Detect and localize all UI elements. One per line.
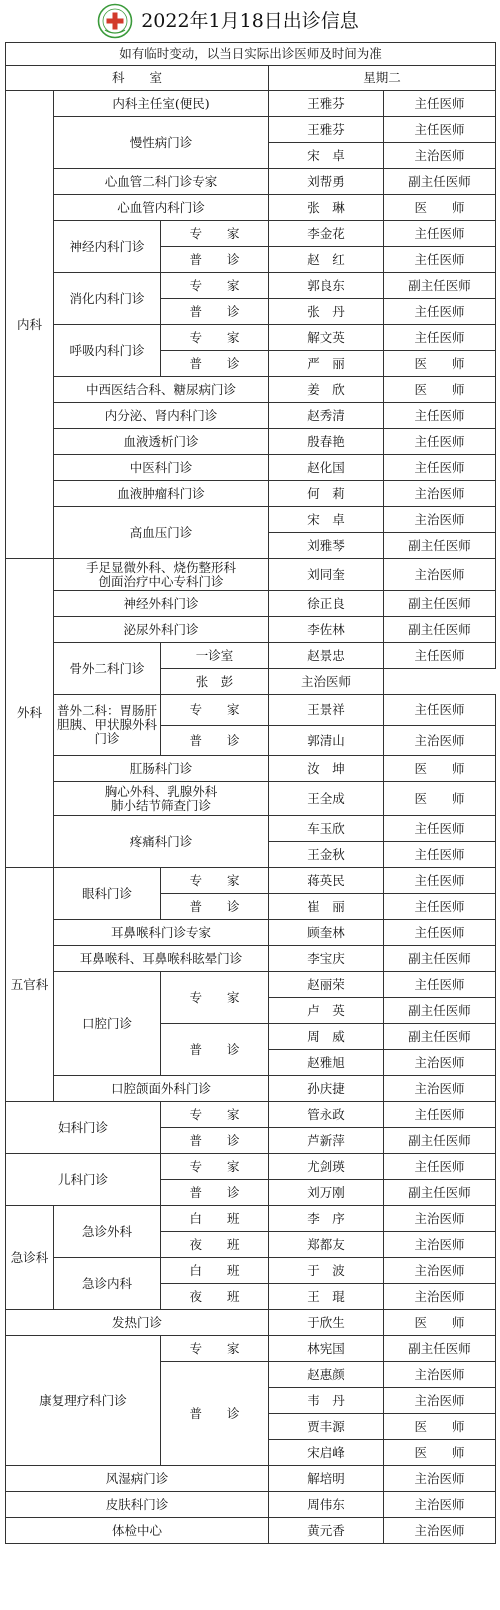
doctor-title-cell: 主任医师 [384, 816, 496, 842]
clinic-cell: 中西医结合科、糖尿病门诊 [54, 377, 269, 403]
clinic-cell: 神经内科门诊 [54, 221, 161, 273]
doctor-name-cell: 王全成 [269, 782, 384, 816]
doctor-title-cell: 主治医师 [384, 1492, 496, 1518]
table-row [6, 1102, 496, 1128]
table-row [6, 1154, 496, 1180]
doctor-title-cell: 医 师 [384, 1440, 496, 1466]
table-row [6, 221, 496, 247]
clinic-cell: 神经外科门诊 [54, 591, 269, 617]
doctor-title-cell: 主任医师 [384, 325, 496, 351]
doctor-name-cell: 王 琨 [269, 1284, 384, 1310]
table-row [6, 1258, 496, 1284]
clinic-type-cell: 专 家 [161, 1154, 269, 1180]
doctor-name-cell: 郭清山 [269, 726, 384, 756]
table-row [6, 868, 496, 894]
clinic-type-cell: 专 家 [161, 221, 269, 247]
page-title: 2022年1月18日出诊信息 [141, 10, 359, 32]
doctor-title-cell: 主治医师 [384, 559, 496, 591]
clinic-type-cell: 一诊室 [161, 643, 269, 669]
clinic-cell: 心血管二科门诊专家 [54, 169, 269, 195]
department-cell: 儿科门诊 [6, 1154, 161, 1206]
doctor-title-cell: 副主任医师 [384, 591, 496, 617]
doctor-name-cell: 贾丰源 [269, 1414, 384, 1440]
doctor-name-cell: 管永政 [269, 1102, 384, 1128]
doctor-name-cell: 赵 红 [269, 247, 384, 273]
doctor-name-cell: 林宪国 [269, 1336, 384, 1362]
table-row [6, 643, 496, 669]
doctor-name-cell: 宋 卓 [269, 507, 384, 533]
doctor-title-cell: 主任医师 [384, 842, 496, 868]
doctor-name-cell: 李佐林 [269, 617, 384, 643]
doctor-title-cell: 主任医师 [384, 643, 496, 669]
doctor-title-cell: 副主任医师 [384, 273, 496, 299]
table-row [6, 972, 496, 998]
doctor-name-cell: 李金花 [269, 221, 384, 247]
table-row [6, 273, 496, 299]
doctor-title-cell: 主治医师 [384, 1232, 496, 1258]
doctor-name-cell: 张 琳 [269, 195, 384, 221]
doctor-name-cell: 赵丽荣 [269, 972, 384, 998]
clinic-cell: 骨外二科门诊 [54, 643, 161, 695]
clinic-type-cell: 普 诊 [161, 894, 269, 920]
doctor-name-cell: 王雅芬 [269, 91, 384, 117]
table-row [6, 1518, 496, 1544]
doctor-title-cell: 副主任医师 [384, 998, 496, 1024]
doctor-name-cell: 严 丽 [269, 351, 384, 377]
clinic-type-cell: 专 家 [161, 972, 269, 1024]
column-header-day: 星期二 [269, 66, 496, 91]
clinic-cell: 耳鼻喉科门诊专家 [54, 920, 269, 946]
doctor-name-cell: 赵惠颜 [269, 1362, 384, 1388]
doctor-title-cell: 主治医师 [384, 507, 496, 533]
doctor-title-cell: 副主任医师 [384, 946, 496, 972]
notice-text: 如有临时变动，以当日实际出诊医师及时间为准 [6, 43, 496, 66]
doctor-title-cell: 主治医师 [269, 669, 384, 695]
doctor-name-cell: 解文英 [269, 325, 384, 351]
table-row [6, 1076, 496, 1102]
doctor-title-cell: 主任医师 [384, 972, 496, 998]
doctor-name-cell: 王景祥 [269, 695, 384, 726]
table-row [6, 617, 496, 643]
clinic-cell: 内科主任室(便民) [54, 91, 269, 117]
table-row [6, 920, 496, 946]
doctor-title-cell: 主治医师 [384, 1388, 496, 1414]
table-row [6, 325, 496, 351]
table-row [6, 455, 496, 481]
doctor-name-cell: 韦 丹 [269, 1388, 384, 1414]
doctor-title-cell: 主治医师 [384, 1284, 496, 1310]
clinic-type-cell: 普 诊 [161, 299, 269, 325]
clinic-type-cell: 普 诊 [161, 1024, 269, 1076]
clinic-cell: 心血管内科门诊 [54, 195, 269, 221]
doctor-name-cell: 刘雅琴 [269, 533, 384, 559]
column-header-row [6, 66, 496, 91]
doctor-name-cell: 赵秀清 [269, 403, 384, 429]
doctor-title-cell: 主任医师 [384, 455, 496, 481]
doctor-name-cell: 黄元香 [269, 1518, 384, 1544]
clinic-type-cell: 专 家 [161, 1102, 269, 1128]
schedule-body [6, 43, 496, 1544]
doctor-name-cell: 刘同奎 [269, 559, 384, 591]
clinic-cell: 呼吸内科门诊 [54, 325, 161, 377]
doctor-name-cell: 孙庆捷 [269, 1076, 384, 1102]
doctor-name-cell: 卢 英 [269, 998, 384, 1024]
department-cell: 体检中心 [6, 1518, 269, 1544]
page-header [0, 0, 500, 42]
clinic-cell: 血液透析门诊 [54, 429, 269, 455]
department-cell: 发热门诊 [6, 1310, 269, 1336]
doctor-name-cell: 赵雅旭 [269, 1050, 384, 1076]
table-row [6, 816, 496, 842]
clinic-type-cell: 专 家 [161, 868, 269, 894]
doctor-title-cell: 医 师 [384, 782, 496, 816]
doctor-name-cell: 赵景忠 [269, 643, 384, 669]
department-cell: 急诊科 [6, 1206, 54, 1310]
clinic-type-cell: 白 班 [161, 1206, 269, 1232]
doctor-name-cell: 宋启峰 [269, 1440, 384, 1466]
doctor-title-cell: 医 师 [384, 756, 496, 782]
doctor-name-cell: 于欣生 [269, 1310, 384, 1336]
table-row [6, 1206, 496, 1232]
doctor-title-cell: 主治医师 [384, 1362, 496, 1388]
clinic-type-cell: 专 家 [161, 273, 269, 299]
clinic-cell: 口腔门诊 [54, 972, 161, 1076]
clinic-cell: 肛肠科门诊 [54, 756, 269, 782]
doctor-name-cell: 顾奎林 [269, 920, 384, 946]
clinic-cell: 口腔颌面外科门诊 [54, 1076, 269, 1102]
table-row [6, 756, 496, 782]
doctor-name-cell: 姜 欣 [269, 377, 384, 403]
doctor-title-cell: 主任医师 [384, 91, 496, 117]
doctor-name-cell: 芦新萍 [269, 1128, 384, 1154]
doctor-name-cell: 车玉欣 [269, 816, 384, 842]
doctor-name-cell: 蒋英民 [269, 868, 384, 894]
doctor-name-cell: 殷春艳 [269, 429, 384, 455]
department-cell: 外科 [6, 559, 54, 868]
clinic-type-cell: 普 诊 [161, 726, 269, 756]
doctor-title-cell: 主治医师 [384, 726, 496, 756]
table-row [6, 403, 496, 429]
table-row [6, 1492, 496, 1518]
table-row [6, 695, 496, 726]
doctor-name-cell: 王雅芬 [269, 117, 384, 143]
clinic-type-cell: 普 诊 [161, 1180, 269, 1206]
department-cell: 风湿病门诊 [6, 1466, 269, 1492]
clinic-cell: 疼痛科门诊 [54, 816, 269, 868]
clinic-cell: 泌尿外科门诊 [54, 617, 269, 643]
doctor-name-cell: 李宝庆 [269, 946, 384, 972]
table-row [6, 591, 496, 617]
doctor-title-cell: 主治医师 [384, 1206, 496, 1232]
doctor-title-cell: 主治医师 [384, 1050, 496, 1076]
doctor-title-cell: 副主任医师 [384, 533, 496, 559]
doctor-title-cell: 主任医师 [384, 429, 496, 455]
clinic-cell: 眼科门诊 [54, 868, 161, 920]
clinic-type-cell: 夜 班 [161, 1232, 269, 1258]
doctor-name-cell: 郭良东 [269, 273, 384, 299]
doctor-name-cell: 李 序 [269, 1206, 384, 1232]
table-row [6, 91, 496, 117]
clinic-type-cell: 夜 班 [161, 1284, 269, 1310]
doctor-title-cell: 副主任医师 [384, 1128, 496, 1154]
doctor-title-cell: 主任医师 [384, 117, 496, 143]
doctor-title-cell: 主治医师 [384, 143, 496, 169]
clinic-cell: 消化内科门诊 [54, 273, 161, 325]
table-row [6, 1310, 496, 1336]
doctor-name-cell: 徐正良 [269, 591, 384, 617]
doctor-name-cell: 崔 丽 [269, 894, 384, 920]
department-cell: 妇科门诊 [6, 1102, 161, 1154]
table-row [6, 481, 496, 507]
doctor-title-cell: 医 师 [384, 1310, 496, 1336]
department-cell: 内科 [6, 91, 54, 559]
doctor-name-cell: 王金秋 [269, 842, 384, 868]
doctor-title-cell: 主任医师 [384, 403, 496, 429]
clinic-cell: 高血压门诊 [54, 507, 269, 559]
doctor-name-cell: 宋 卓 [269, 143, 384, 169]
doctor-title-cell: 主治医师 [384, 1466, 496, 1492]
doctor-title-cell: 主治医师 [384, 481, 496, 507]
doctor-name-cell: 汝 坤 [269, 756, 384, 782]
doctor-title-cell: 医 师 [384, 1414, 496, 1440]
clinic-type-cell: 专 家 [161, 1336, 269, 1362]
doctor-name-cell: 解培明 [269, 1466, 384, 1492]
doctor-name-cell: 张 彭 [161, 669, 269, 695]
clinic-cell: 普外二科：胃肠肝 胆胰、甲状腺外科 门诊 [54, 695, 161, 756]
doctor-title-cell: 医 师 [384, 351, 496, 377]
clinic-cell: 中医科门诊 [54, 455, 269, 481]
doctor-name-cell: 刘万刚 [269, 1180, 384, 1206]
doctor-title-cell: 主任医师 [384, 868, 496, 894]
table-row [6, 946, 496, 972]
table-row [6, 377, 496, 403]
table-row [6, 507, 496, 533]
doctor-name-cell: 周 威 [269, 1024, 384, 1050]
notice-row [6, 43, 496, 66]
doctor-title-cell: 主治医师 [384, 1518, 496, 1544]
doctor-title-cell: 主治医师 [384, 1076, 496, 1102]
clinic-cell: 手足显微外科、烧伤整形科 创面治疗中心专科门诊 [54, 559, 269, 591]
doctor-title-cell: 主任医师 [384, 695, 496, 726]
doctor-title-cell: 主任医师 [384, 221, 496, 247]
clinic-type-cell: 专 家 [161, 695, 269, 726]
doctor-title-cell: 主任医师 [384, 1102, 496, 1128]
table-row [6, 1466, 496, 1492]
doctor-name-cell: 赵化国 [269, 455, 384, 481]
department-cell: 皮肤科门诊 [6, 1492, 269, 1518]
doctor-name-cell: 尤剑瑛 [269, 1154, 384, 1180]
doctor-title-cell: 主任医师 [384, 894, 496, 920]
clinic-type-cell: 专 家 [161, 325, 269, 351]
doctor-title-cell: 副主任医师 [384, 1024, 496, 1050]
clinic-cell: 急诊内科 [54, 1258, 161, 1310]
table-row [6, 169, 496, 195]
doctor-title-cell: 主任医师 [384, 299, 496, 325]
doctor-title-cell: 主治医师 [384, 1258, 496, 1284]
clinic-type-cell: 白 班 [161, 1258, 269, 1284]
clinic-cell: 耳鼻喉科、耳鼻喉科眩晕门诊 [54, 946, 269, 972]
doctor-title-cell: 主任医师 [384, 247, 496, 273]
table-row [6, 117, 496, 143]
doctor-title-cell: 副主任医师 [384, 1336, 496, 1362]
clinic-type-cell: 普 诊 [161, 351, 269, 377]
clinic-cell: 内分泌、肾内科门诊 [54, 403, 269, 429]
doctor-title-cell: 医 师 [384, 377, 496, 403]
clinic-type-cell: 普 诊 [161, 1362, 269, 1466]
schedule-table [5, 42, 496, 1544]
table-row [6, 782, 496, 816]
table-row [6, 1336, 496, 1362]
doctor-title-cell: 主任医师 [384, 1154, 496, 1180]
clinic-type-cell: 普 诊 [161, 1128, 269, 1154]
department-cell: 五官科 [6, 868, 54, 1102]
doctor-title-cell: 副主任医师 [384, 169, 496, 195]
doctor-title-cell: 主任医师 [384, 920, 496, 946]
table-row [6, 429, 496, 455]
department-cell: 康复理疗科门诊 [6, 1336, 161, 1466]
clinic-cell: 急诊外科 [54, 1206, 161, 1258]
table-row [6, 195, 496, 221]
doctor-name-cell: 于 波 [269, 1258, 384, 1284]
doctor-name-cell: 何 莉 [269, 481, 384, 507]
doctor-name-cell: 张 丹 [269, 299, 384, 325]
doctor-title-cell: 副主任医师 [384, 1180, 496, 1206]
clinic-cell: 慢性病门诊 [54, 117, 269, 169]
doctor-name-cell: 刘帮勇 [269, 169, 384, 195]
table-row [6, 559, 496, 591]
clinic-cell: 血液肿瘤科门诊 [54, 481, 269, 507]
doctor-title-cell: 副主任医师 [384, 617, 496, 643]
column-header-dept: 科 室 [6, 66, 269, 91]
doctor-name-cell: 郑都友 [269, 1232, 384, 1258]
doctor-title-cell: 医 师 [384, 195, 496, 221]
clinic-type-cell: 普 诊 [161, 247, 269, 273]
clinic-cell: 胸心外科、乳腺外科 肺小结节筛查门诊 [54, 782, 269, 816]
doctor-name-cell: 周伟东 [269, 1492, 384, 1518]
